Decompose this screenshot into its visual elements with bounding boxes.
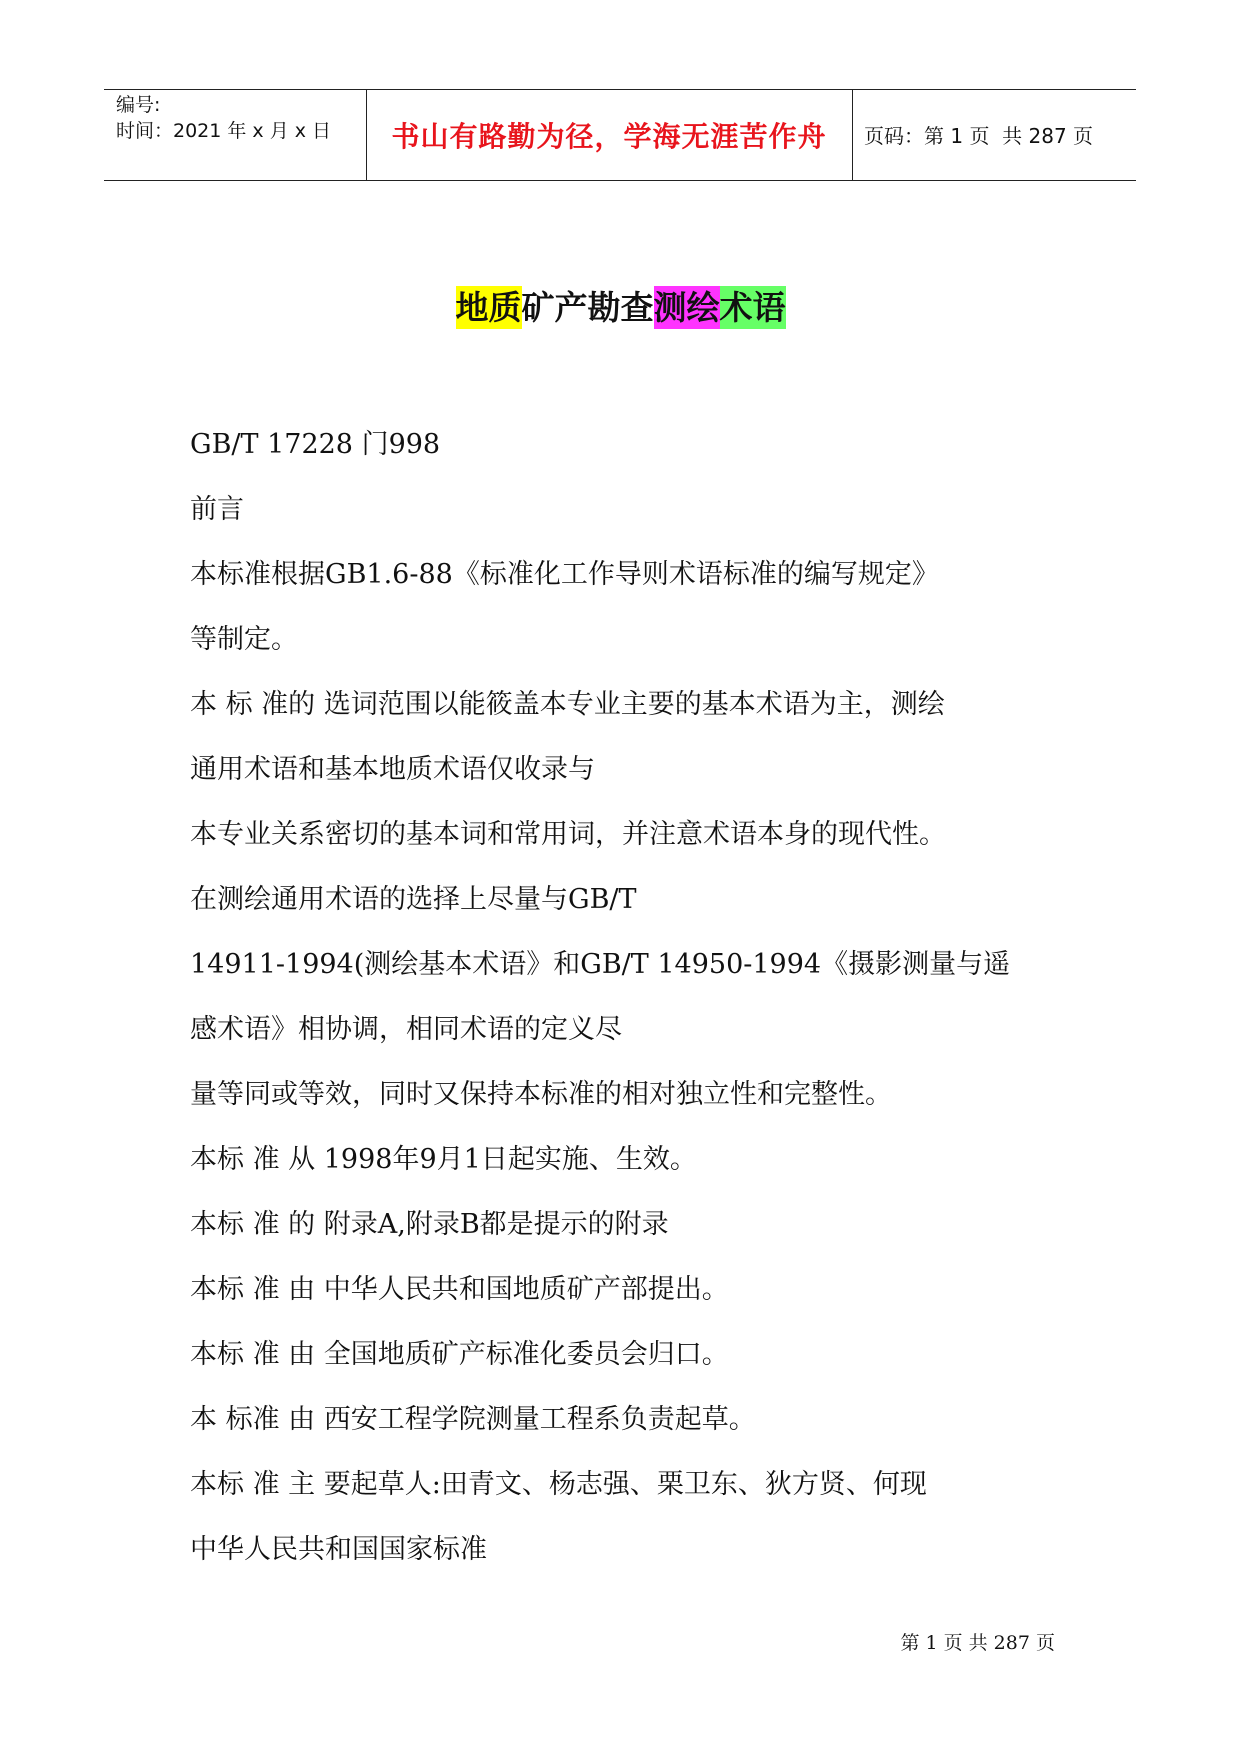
- body-line: 感术语》相协调，相同术语的定义尽: [190, 1014, 622, 1045]
- body-line: 本标 准 由 全国地质矿产标准化委员会归口。: [190, 1339, 729, 1370]
- body-line: 在测绘通用术语的选择上尽量与GB/T: [190, 884, 637, 915]
- body-line: 本标 准 从 1998年9月1日起实施、生效。: [190, 1144, 697, 1175]
- header-number-label: 编号:: [116, 94, 161, 116]
- title-part-surveying: 测绘: [653, 288, 720, 327]
- body-line: 本标 准 主 要起草人:田青文、杨志强、栗卫东、狄方贤、何现: [190, 1469, 927, 1500]
- page-header: [104, 89, 1136, 181]
- title-part-terms: 术语: [719, 288, 786, 327]
- body-line: 等制定。: [190, 624, 298, 655]
- body-line: GB/T 17228 门998: [190, 429, 441, 460]
- document-body: [190, 412, 1090, 1582]
- body-line: 本标 准 的 附录A,附录B都是提示的附录: [190, 1209, 669, 1240]
- header-meta: [116, 92, 331, 144]
- body-line: 本标 准 由 中华人民共和国地质矿产部提出。: [190, 1274, 729, 1305]
- body-line: 量等同或等效，同时又保持本标准的相对独立性和完整性。: [190, 1079, 892, 1110]
- body-line: 本标准根据GB1.6-88《标准化工作导则术语标准的编写规定》: [190, 559, 939, 590]
- title-part-exploration: 矿产勘查: [521, 288, 654, 327]
- body-line: 中华人民共和国国家标准: [190, 1534, 487, 1565]
- body-line: 本专业关系密切的基本词和常用词，并注意术语本身的现代性。: [190, 819, 946, 850]
- document-title: [0, 285, 1241, 331]
- body-line: 本 标 准的 选词范围以能筱盖本专业主要的基本术语为主，测绘: [190, 689, 945, 720]
- header-motto: 书山有路勤为径，学海无涯苦作舟: [391, 119, 827, 153]
- header-divider-right: [852, 90, 853, 180]
- body-line: 前言: [190, 494, 244, 525]
- body-line: 本 标准 由 西安工程学院测量工程系负责起草。: [190, 1404, 756, 1435]
- header-page-info: 页码：第 1 页 共 287 页: [864, 124, 1094, 148]
- header-time-label: 时间：2021 年 x 月 x 日: [116, 120, 332, 142]
- body-line: 14911-1994(测绘基本术语》和GB/T 14950-1994《摄影测量与遥: [190, 949, 1011, 980]
- page-footer: 第 1 页 共 287 页: [900, 1632, 1055, 1654]
- body-line: 通用术语和基本地质术语仅收录与: [190, 754, 595, 785]
- title-part-geology: 地质: [455, 288, 522, 327]
